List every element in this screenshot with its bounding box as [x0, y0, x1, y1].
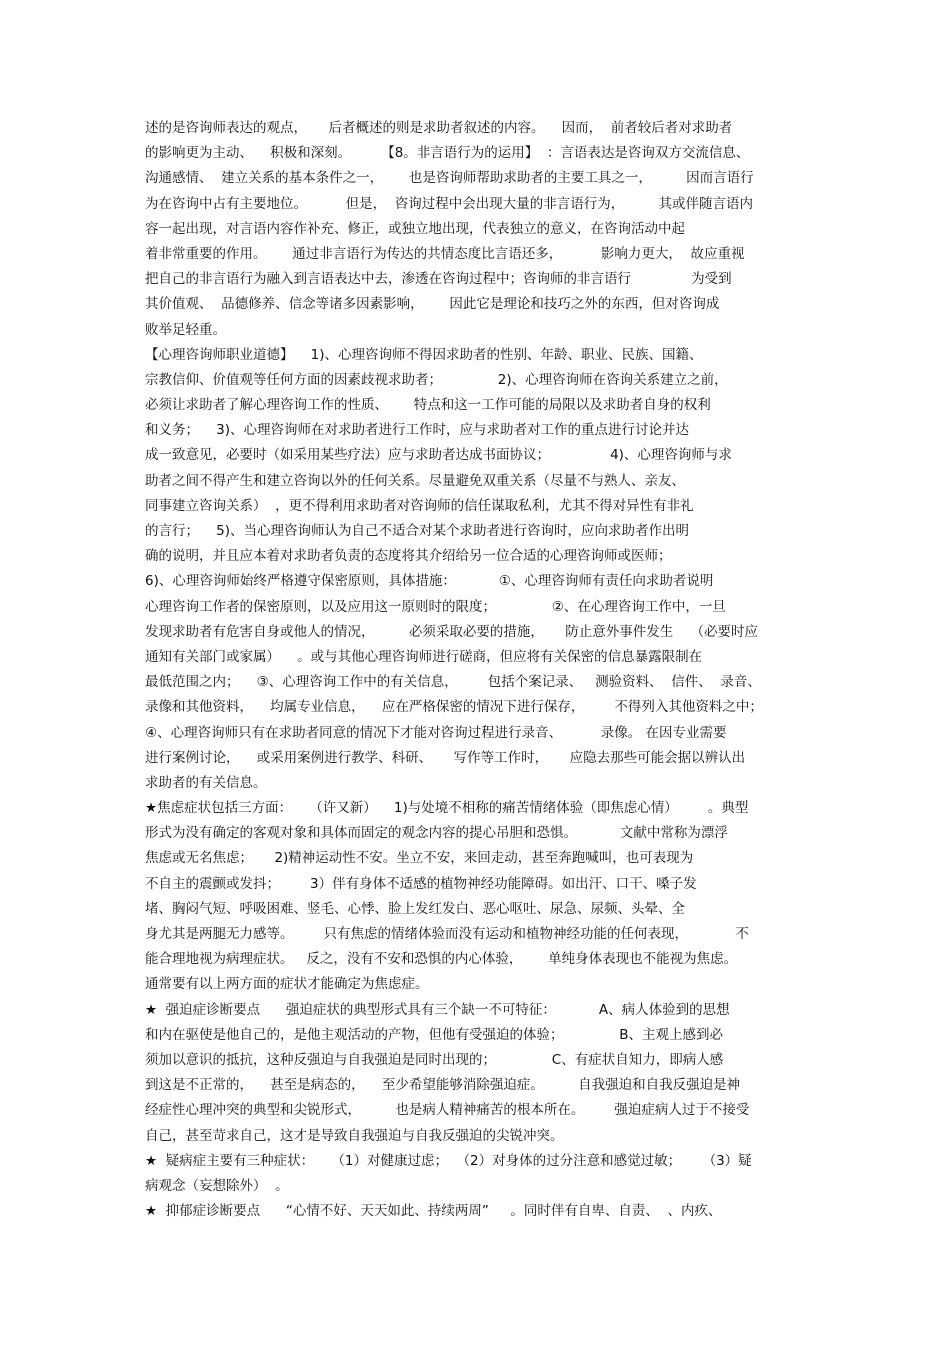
text-line: 着非常重要的作用。 通过非言语行为传达的共情态度比言语还多， 影响力更大， 故应重视: [145, 245, 745, 262]
text-line: 经症性心理冲突的典型和尖锐形式， 也是病人精神痛苦的根本所在。 强迫症病人过于不接受: [145, 1102, 750, 1119]
text-line: 的影响更为主动、 积极和深刻。 【8。非言语行为的运用】 ：言语表达是咨询双方交流信息、: [145, 145, 750, 162]
text-line: 录像和其他资料， 均属专业信息， 应在严格保密的情况下进行保存， 不得列入其他资料之中；: [145, 699, 763, 716]
text-line: 和内在驱使是他自己的，是他主观活动的产物，但他有受强迫的体验； B、主观上感到必: [145, 1026, 724, 1043]
text-line: 沟通感情、 建立关系的基本条件之一， 也是咨询师帮助求助者的主要工具之一， 因而言语行: [145, 170, 754, 187]
text-line: 败举足轻重。: [145, 321, 226, 338]
text-line: 须加以意识的抵抗，这种反强迫与自我强迫是同时出现的； C、有症状自知力，即病人感: [145, 1051, 724, 1068]
text-line: 最低范围之内； ③、心理咨询工作中的有关信息， 包括个案记录、 测验资料、 信件、 录音、: [145, 674, 761, 691]
text-line: 形式为没有确定的客观对象和具体而固定的观念内容的提心吊胆和恐惧。 文献中常称为漂浮: [145, 825, 728, 842]
text-line: 6)、心理咨询师始终严格遵守保密原则，具体措施： ①、心理咨询师有责任向求助者说明: [145, 573, 714, 590]
text-line: 同事建立咨询关系） ，更不得利用求助者对咨询师的信任谋取私利，尤其不得对异性有非礼: [145, 497, 694, 514]
text-line: 成一致意见，必要时（如采用某些疗法）应与求助者达成书面协议； 4)、心理咨询师与求: [145, 447, 732, 464]
text-line: 确的说明，并且应本着对求助者负责的态度将其介绍给另一位合适的心理咨询师或医师；: [145, 548, 672, 565]
text-line: 通知有关部门或家属） 。或与其他心理咨询师进行磋商，但应将有关保密的信息暴露限制在: [145, 648, 703, 665]
text-line: 述的是咨询师表达的观点， 后者概述的则是求助者叙述的内容。 因而， 前者较后者对求助者: [145, 120, 733, 136]
body-text: [145, 116, 810, 1224]
text-line: ★ 强迫症诊断要点 强迫症状的典型形式具有三个缺一不可特征： A、病人体验到的思想: [145, 1001, 730, 1018]
text-line: 进行案例讨论， 或采用案例进行教学、科研、 写作等工作时， 应隐去那些可能会据以辨认出: [145, 749, 746, 766]
text-line: 为在咨询中占有主要地位。 但是， 咨询过程中会出现大量的非言语行为， 其或伴随言语内: [145, 195, 754, 212]
text-line: 宗教信仰、价值观等任何方面的因素歧视求助者； 2)、心理咨询师在咨询关系建立之前，: [145, 371, 728, 388]
text-line: 身尤其是两腿无力感等。 只有焦虑的情绪体验而没有运动和植物神经功能的任何表现， 不: [145, 926, 749, 942]
text-line: 通常要有以上两方面的症状才能确定为焦虑症。: [145, 976, 429, 993]
text-line: 不自主的震颤或发抖； 3）伴有身体不适感的植物神经功能障碍。如出汗、口干、嗓子发: [145, 875, 697, 892]
text-line: 能合理地视为病理症状。 反之，没有不安和恐惧的内心体验， 单纯身体表现也不能视为焦虑。: [145, 951, 738, 968]
text-line: 容一起出现，对言语内容作补充、修正，或独立地出现，代表独立的意义，在咨询活动中起: [145, 220, 685, 237]
text-line: ★ 抑郁症诊断要点 “心情不好、天天如此、持续两周” 。同时伴有自卑、自责、 、内疚、: [145, 1203, 722, 1220]
text-line: 病观念（妄想除外） 。: [145, 1177, 289, 1194]
text-line: 心理咨询工作者的保密原则，以及应用这一原则时的限度； ②、在心理咨询工作中，一旦: [145, 598, 726, 615]
text-line: 发现求助者有危害自身或他人的情况， 必须采取必要的措施， 防止意外事件发生 （必要时应: [145, 623, 758, 640]
text-line: 求助者的有关信息。: [145, 774, 267, 791]
text-line: 把自己的非言语行为融入到言语表达中去，渗透在咨询过程中；咨询师的非言语行 为受到: [145, 271, 732, 288]
text-line: 的言行； 5)、当心理咨询师认为自己不适合对某个求助者进行咨询时，应向求助者作出明: [145, 523, 690, 539]
text-line: ★ 疑病症主要有三种症状： （1）对健康过虑； （2）对身体的过分注意和感觉过敏； （3）疑: [145, 1152, 752, 1169]
text-line: 自己，甚至苛求自己，这才是导致自我强迫与自我反强迫的尖锐冲突。: [145, 1127, 564, 1144]
text-line: 焦虑或无名焦虑； 2)精神运动性不安。坐立不安，来回走动，甚至奔跑喊叫，也可表现为: [145, 850, 694, 867]
text-line: ④、心理咨询师只有在求助者同意的情况下才能对咨询过程进行录音、 录像。 在因专业需要: [145, 724, 727, 741]
text-line: 必须让求助者了解心理咨询工作的性质、 特点和这一工作可能的局限以及求助者自身的权利: [145, 397, 711, 414]
text-line: 和义务； 3)、心理咨询师在对求助者进行工作时，应与求助者对工作的重点进行讨论并达: [145, 422, 690, 439]
text-line: 到这是不正常的， 甚至是病态的， 至少希望能够消除强迫症。 自我强迫和自我反强迫是神: [145, 1077, 741, 1094]
text-line: ★焦虑症状包括三方面： （许又新） 1)与处境不相称的痛苦情绪体验（即焦虑心情） 。典型: [145, 800, 749, 817]
text-line: 助者之间不得产生和建立咨询以外的任何关系。尽量避免双重关系（尽量不与熟人、亲友、: [145, 472, 685, 489]
text-line: 堵、胸闷气短、呼吸困难、竖毛、心悸、脸上发红发白、恶心呕吐、尿急、尿频、头晕、全: [145, 900, 685, 917]
text-line: 【心理咨询师职业道德】 1)、心理咨询师不得因求助者的性别、年龄、职业、民族、国籍、: [145, 346, 703, 363]
text-line: 其价值观、 品德修养、信念等诸多因素影响， 因此它是理论和技巧之外的东西，但对咨询成: [145, 296, 720, 313]
